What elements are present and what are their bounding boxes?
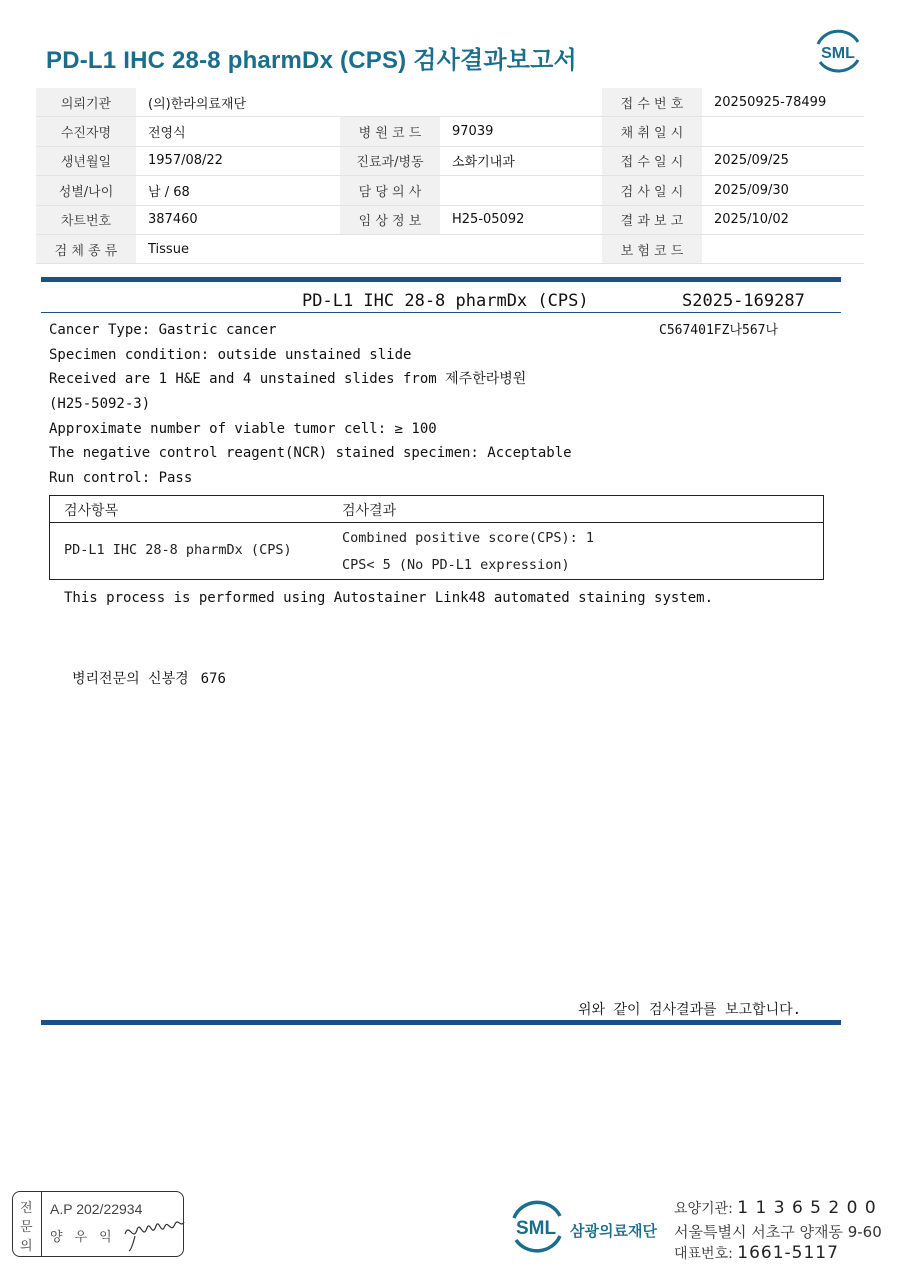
result-test-item: PD-L1 IHC 28-8 pharmDx (CPS): [64, 542, 292, 558]
sml-logo-icon: [812, 28, 864, 76]
report-line: The negative control reagent(NCR) stained specimen: Acceptable: [49, 445, 572, 462]
header-test-item: 검사항목: [64, 503, 119, 519]
result-table: [49, 495, 824, 580]
info-label: 의뢰기관: [36, 88, 136, 117]
info-label: 담 당 의 사: [340, 176, 440, 205]
info-label: 검 사 일 시: [602, 176, 702, 205]
footer-institution-code: [674, 1198, 877, 1218]
stamp-name: 양우익: [50, 1230, 124, 1245]
info-value: 2025/10/02: [702, 205, 864, 234]
info-value: [440, 88, 602, 117]
patient-info-row: [36, 234, 864, 263]
patient-info-table: [36, 88, 864, 264]
report-code: C567401FZ나567나: [659, 323, 779, 338]
patient-info-row: [36, 146, 864, 175]
info-value: 소화기내과: [440, 146, 602, 175]
stamp-ap-number: A.P 202/22934: [50, 1201, 143, 1217]
pathologist: [72, 668, 226, 688]
result-table-header: [50, 496, 823, 523]
info-value: 2025/09/25: [702, 146, 864, 175]
info-label: 수진자명: [36, 117, 136, 146]
sml-footer-logo-icon: [506, 1198, 566, 1256]
stamp-char: 문: [20, 1220, 33, 1235]
top-rule: [41, 277, 841, 282]
patient-info-row: [36, 88, 864, 117]
header-test-result: 검사결과: [342, 503, 397, 519]
report-test-name: PD-L1 IHC 28-8 pharmDx (CPS): [302, 291, 589, 311]
info-value: 97039: [440, 117, 602, 146]
pathologist-name: 병리전문의 신봉경: [72, 671, 189, 687]
info-label: 성별/나이: [36, 176, 136, 205]
info-value: H25-05092: [440, 205, 602, 234]
info-label: 검 체 종 류: [36, 234, 136, 263]
result-cps-score: Combined positive score(CPS): 1: [342, 530, 594, 546]
info-label: 병 원 코 드: [340, 117, 440, 146]
info-label: 임 상 정 보: [340, 205, 440, 234]
footer-phone-label: 대표번호:: [674, 1246, 733, 1262]
footer-code-label: 요양기관:: [674, 1201, 733, 1217]
info-value: 387460: [136, 205, 340, 234]
stamp-char: 의: [20, 1239, 33, 1254]
footer-code-value: 1 1 3 6 5 2 0 0: [737, 1198, 877, 1218]
info-label: 접 수 번 호: [602, 88, 702, 117]
report-line: Cancer Type: Gastric cancer: [49, 322, 277, 338]
info-value: 20250925-78499: [702, 88, 864, 117]
info-value: 2025/09/30: [702, 176, 864, 205]
sml-logo-text: SML: [821, 45, 855, 62]
top-thin-rule: [41, 312, 841, 313]
report-line: (H25-5092-3): [49, 396, 151, 413]
report-details: [49, 318, 572, 491]
info-value: [702, 117, 864, 146]
info-label: [340, 88, 440, 117]
info-value: (의)한라의료재단: [136, 88, 340, 117]
info-value: 남 / 68: [136, 176, 340, 205]
report-line: Approximate number of viable tumor cell: ≥ 100: [49, 420, 437, 437]
info-value: [440, 176, 602, 205]
info-label: 진료과/병동: [340, 146, 440, 175]
info-label: 보 험 코 드: [602, 234, 702, 263]
sml-footer-logo-text: SML: [515, 1218, 557, 1239]
footer-phone: [674, 1243, 839, 1263]
report-line: Received are 1 H&E and 4 unstained slides from 제주한라병원: [49, 371, 527, 388]
info-value: [702, 234, 864, 263]
report-line: Specimen condition: outside unstained slide: [49, 346, 412, 363]
patient-info-row: [36, 176, 864, 205]
info-value: Tissue: [136, 234, 340, 263]
info-label: 생년월일: [36, 146, 136, 175]
info-label: 채 취 일 시: [602, 117, 702, 146]
patient-info-row: [36, 205, 864, 234]
info-label: 결 과 보 고: [602, 205, 702, 234]
footer-phone-value: 1661-5117: [737, 1243, 839, 1263]
info-value: 전영식: [136, 117, 340, 146]
footer-org-name: 삼광의료재단: [570, 1222, 657, 1240]
signature-icon: [121, 1212, 187, 1252]
bottom-rule: [41, 1020, 841, 1025]
info-value: [440, 234, 602, 263]
stamp-vertical-label: [13, 1192, 42, 1256]
result-cps-interpretation: CPS< 5 (No PD-L1 expression): [342, 557, 570, 573]
closing-statement: 위와 같이 검사결과를 보고합니다.: [578, 1002, 802, 1018]
pathologist-stamp: [12, 1191, 184, 1257]
pathologist-id: 676: [200, 671, 226, 687]
report-line: Run control: Pass: [49, 470, 193, 487]
info-label: [340, 234, 440, 263]
footer-address: 서울특별시 서초구 양재동 9-60: [674, 1223, 882, 1241]
stamp-char: 전: [20, 1201, 33, 1216]
process-note: This process is performed using Autostainer Link48 automated staining system.: [64, 590, 714, 606]
info-label: 접 수 일 시: [602, 146, 702, 175]
info-label: 차트번호: [36, 205, 136, 234]
report-number: S2025-169287: [682, 291, 805, 311]
patient-info-row: [36, 117, 864, 146]
info-value: 1957/08/22: [136, 146, 340, 175]
report-title: PD-L1 IHC 28-8 pharmDx (CPS) 검사결과보고서: [46, 47, 577, 74]
